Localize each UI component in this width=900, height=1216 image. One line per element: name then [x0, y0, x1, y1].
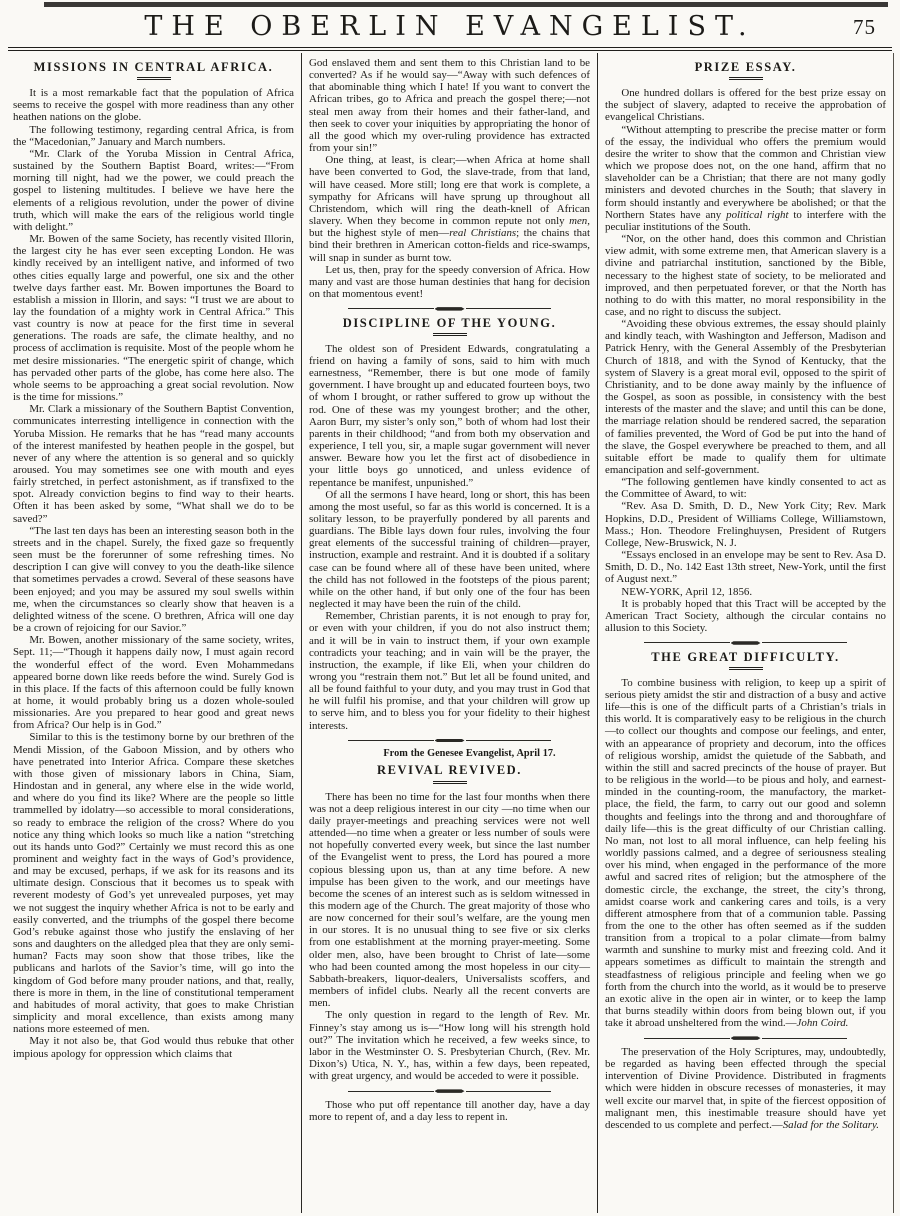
article-heading: DISCIPLINE OF THE YOUNG.	[342, 315, 557, 330]
paragraph: “The following gentlemen have kindly consented to act as the Committee of Award, to wit:	[605, 476, 886, 501]
paragraph: Of all the sermons I have heard, long or short, this has been among the most useful, so far as this world is concerned. It is a solitary lesson, to be prayerfully pondered by all parents and guardians. The Bible lays down four rules, involving the four great elements of the successful training of children—prayer, instruction, example and restraint. And it is doubted if a solitary case can be found where all of these have been united, where the child has not followed in the footsteps of the pious parent; while on the other hand, if but only one of the four has been neglected it may have been the ruin of the child.	[309, 488, 590, 611]
paragraph: It is probably hoped that this Tract will be accepted by the American Tract Society, although the circular contains no allusion to this Society.	[605, 597, 886, 635]
heading-rule	[433, 333, 467, 336]
section-divider	[644, 641, 846, 645]
column-1	[6, 53, 302, 1213]
paragraph: “Rev. Asa D. Smith, D. D., New York City; Rev. Mark Hopkins, D.D., President of Williams College, Williamstown, Mass.; Hon. Theodore Frelinghuysen, President of Rutgers College, New-Bruswick, N. J.	[605, 500, 886, 549]
paragraph: To combine business with religion, to keep up a spirit of serious piety amidst the stir and distraction of a busy and active life—this is one of the difficult parts of a Christian’s trials in this world. It is comparatively easy to be religious in the church—to collect our thoughts and compose our feelings, and enter, with an appearance of propriety and decorum, into the offices of religious worship, amidst the quietude of the Sabbath, and within the still and sacred precincts of the house of prayer. But to be religious in the world—to be pious and holy, and earnest-minded in the counting-room, the manufactory, the market-place, the field, the farm, to carry out our good and solemn thoughts and feelings into the throng and and thoroughfare of daily life—this is the great difficulty of our Christian calling. No man, not lost to all moral influence, can help feeling his worldly passions calmed, and a degree of seriousness stealing over his mind, when engaged in the performance of the more awful and sacred rites of religion; but the atmosphere of the domestic circle, the exchange, the street, the city’s throng, amidst coarse work and cankering cares and toils, is a very different atmosphere from that of a communion table. Passing from the one to the other has often seemed as if the sudden transition from a tropical to a polar climate—from balmy warmth and sunshine to murky mist and freezing cold. And it appears sometimes as difficult to maintain the strength and steadfastness of religious principle and feeling when we go forth from the church into the world, as it would be to preserve an exotic alive in the open air in winter, or to keep the lamp that burns steadily within doors from being blown out, if you take it abroad unsheltered from the wind.—John Coird.	[605, 676, 886, 1030]
section-divider	[348, 1089, 550, 1093]
article-heading: PRIZE ESSAY.	[694, 60, 797, 74]
paragraph: The only question in regard to the length of Rev. Mr. Finney’s stay among us is—“How long will his strength hold out?” The invitation which he received, a few weeks since, to labor in the Westminster O. S. Presbyterian Church, (Rev. Mr. Dixon’s) Utica, N. Y., has, within a few days, been repeated, with great urgency, and would be acceded to were it possible.	[309, 1009, 590, 1083]
paragraph: Mr. Bowen, another missionary of the same society, writes, Sept. 11;—“Though it happens daily now, I must again record the wonderful effect of the word. Even Mohammedans appeared borne down like reeds before the wind. Surely God is in this place. If the facts of this afternoon could be fully known at home, it would probably bring us a dozen whole-souled missionaries. Are you prepared to hear good and great news from Africa? Our help is in God.”	[13, 634, 294, 732]
paragraph: “Nor, on the other hand, does this common and Christian view admit, with some extreme men, that American slavery is a divine and patriarchal institution, sanctioned by the Bible, necessary to the highest state of society, to be meliorated and improved, and then perpetuated forever, or that the North has nothing to do with this matter, no moral responsibility in the case, and no right to discuss the subject.	[605, 233, 886, 318]
section-divider	[644, 1036, 846, 1040]
divider-diamond-icon	[435, 739, 465, 743]
paragraph: “Avoiding these obvious extremes, the essay should plainly and kindly teach, with Washington and Jefferson, Madison and Patrick Henry, with the General Assembly of the Presbyterian Church of 1818, and with the Synod of Kentucky, that the system of Slavery is a great moral evil, opposed to the spirit of Christianity, and to be done away mainly by the influence of the Gospel, as soon as possible, in consistency with the best interests of the master and the slave; and until this can be done, the marriage relation should be rendered sacred, the separation of families prevented, the Word of God be put into the hand of the slave, the Gospel everywhere be preached to them, and all suitable effort be made to qualify them for ultimate emancipation and self-government.	[605, 318, 886, 476]
source-credit: From the Genesee Evangelist, April 17.	[383, 748, 556, 760]
paragraph: Mr. Clark a missionary of the Southern Baptist Convention, communicates interresting intelligence in connection with the Yoruba Mission. He remarks that he has “read many accounts of the interest manifested by heathen people in the gospel, but never of any where the attention is so general and so quickly aroused. You may sometimes see one with mouth and eyes fairly stretched, in perfect astonishment, as if transfixed to the spot. Already conviction begins to find way to their hearts. Often it has been asked by some, “What shall we do to be saved?”	[13, 403, 294, 525]
masthead	[6, 2, 894, 51]
divider-diamond-icon	[731, 1036, 761, 1040]
paragraph: “The last ten days has been an interesting season both in the streets and in the chapel. Surely, the fixed gaze so frequently seen must be the forerunner of some refreshing times. No description I can give will convey to you the death-like silence that sometimes pervades a crowd. Several of these seasons have been enjoyed; and you may be assured my soul swells within me, when the circumstances so clearly show that heaven is a delighted witness of the scene. O brethren, Africa will one day be a crown of rejoicing for our Savior.”	[13, 524, 294, 635]
section-divider	[348, 307, 550, 311]
paragraph: One thing, at least, is clear;—when Africa at home shall have been converted to God, the slave-trade, from that land, will have ceased. More still; long ere that work is complete, a sympathy for Africans will have sprung up throughout all Christendom, which will ring the death-knell of African slavery. When they become in common repute not only men, but the highest style of men—real Christians; the chains that bind their brethren in American cotton-fields and rice-swamps, will snap in sunder as burnt tow.	[309, 154, 590, 264]
divider-diamond-icon	[435, 1089, 465, 1093]
masthead-rule	[8, 47, 892, 51]
paragraph: Let us, then, pray for the speedy conversion of Africa. How many and vast are those human destinies that hang for decision on that momentous event!	[309, 263, 590, 300]
paragraph: God enslaved them and sent them to this Christian land to be converted? As if he would say—“Away with such defences of that abominable thing which I hate! If you want to convert the African tribes, go to Africa and preach the gospel there;—not steal men away from their homes and their father-land, and then seek to cover your iniquities by appropriating the honor of all the good which my over-ruling providence has extracted from your sin!”	[309, 57, 590, 155]
heading-rule	[137, 77, 171, 80]
page-columns	[6, 53, 894, 1213]
paragraph: The preservation of the Holy Scriptures, may, undoubtedly, be regarded as having been effected through the special intervention of Divine Providence. Distributed in fragments which were hidden in obscure recesses of monasteries, it may well excite our marvel that, in spite of the fiercest opposition of malignant men, this inestimable treasure should have yet descended to us complete and perfect.—Salad for the Solitary.	[605, 1045, 886, 1131]
page-number: 75	[853, 15, 876, 39]
divider-diamond-icon	[731, 641, 761, 645]
paragraph: The following testimony, regarding central Africa, is from the “Macedonian,” January and March numbers.	[13, 123, 294, 148]
heading-rule	[433, 781, 467, 784]
divider-diamond-icon	[435, 307, 465, 311]
paragraph: Mr. Bowen of the same Society, has recently visited Illorin, the largest city he has ever seen excepting London. He was kindly received by an intelligent native, and informed of two othes cities equally large and powerful, one six and the other twelve days farther east. Mr. Bowen importunes the Board to establish a mission in Illorin, and says: “I trust we are about to lay the foundation of a mighty work in Central Africa.” This vast country is now at peace for the first time in several generations. The roads are safe, the climate healthy, and no process of acclimation is requisite. Most of the people whom he met desire missionaries. “The energetic spirit of change, which has pervaded other parts of the globe, has come here also. The whole seems to be approaching a great social revolution. Now is the time for missions.”	[13, 233, 294, 404]
heading-rule	[729, 77, 763, 80]
column-3	[598, 53, 894, 1213]
paragraph: Those who put off repentance till another day, have a day more to repent of, and a day less to repent in.	[309, 1098, 590, 1123]
paragraph: NEW-YORK, April 12, 1856.	[621, 585, 753, 598]
paragraph: May it not also be, that God would thus rebuke that other impious apology for oppression which claims that	[13, 1035, 294, 1060]
paragraph: One hundred dollars is offered for the best prize essay on the subject of slavery, adapted to receive the approbation of evangelical Christians.	[605, 87, 886, 124]
heading-rule	[729, 667, 763, 670]
paragraph: “Mr. Clark of the Yoruba Mission in Central Africa, sustained by the Southern Baptist Board, writes:—“From morning till night, had we the power, we could preach the gospel to listening multitudes. I believe we have here the elements of a religious revolution, under the power of divine truth, which will make the ears of the religious world tingle with delight.”	[13, 147, 294, 233]
paragraph: There has been no time for the last four months when there was not a deep religious interest in our city —no time when our daily prayer-meetings and preaching services were not well attended—no time when a greater or less number of souls were not hopefully converted every week, but since the last number of the Evangelist went to press, the Lord has poured a more copious blessing upon us, than at any time before. A new impulse has been given to the work, and our meetings have become the scenes of an interest such as is seldom witnessed in this modern age of the Church. The great majority of those who are now concerned for their soul’s welfare, are the young men in our stores. It is no unusual thing to see five or six clerks from one establishment at the morning prayer-meeting. Some older men, also, have been brought to Christ of late—some who had been counted among the most hopeless in our city—Sabbath-breakers, liquor-dealers, Universalists scoffers, and members of infidel clubs. Nearly all the recent converts are men.	[309, 790, 590, 1010]
article-heading: REVIVAL REVIVED.	[376, 763, 523, 778]
paragraph: “Without attempting to prescribe the precise matter or form of the essay, the individual who offers the premium would desire the writer to show that the common and Christian view which we propose does not, on the one hand, affirm that no slaveholder can be a Christian; that there are not many godly ministers and devoted churches in the South; that slavery in form should instantly and everywhere be abolished; or that the Northern States have any political right to interfere with the peculiar institutions of the South.	[605, 123, 887, 233]
section-divider	[348, 739, 550, 743]
article-heading: MISSIONS IN CENTRAL AFRICA.	[33, 60, 274, 74]
paragraph: Remember, Christian parents, it is not enough to pray for, or even with your children, if you do not also instruct them; and it will be in vain to instruct them, if your own example contradicts your teaching; and in vain will be the prayer, the instruction, the example, if like Eli, when your children do wrong you “restrain them not.” But let all be found united, and all be found faithful to your duty, and you may trust in God that he will fulfil his promise, and that your children will grow up to serve him, and to bless you for your fidelity to their highest interests.	[309, 610, 590, 732]
paragraph: Similar to this is the testimony borne by our brethren of the Mendi Mission, of the Gaboon Mission, and by others who have penetrated into Interior Africa. Compare these sketches with those given of missionary labors in China, Siam, Hindostan and in general, any where else in the wide world, and where do you find its like? Where are the people so little trammelled by idolatry—so accessible to moral considerations, so ready to embrace the religion of the cross? Where do you notice any thing which looks so much like a nation “stretching out its hands unto God?” Certainly we must record this as one prominent and weighty fact in the ways of God’s providence, and may be excused, perhaps, if we ask for its reasons and its ultimate design. Conscious that it becomes us to speak with reverent modesty of God’s yet unrevealed purposes, yet may we not suggest the inquiry whether Africa is not to be early and easily converted, and the triumphs of the gospel there become God’s rebuke against those who justify the enslaving of her sons and daughters on the alledged plea that they are only semi-human? Facts may soon show that those tribes, like the publicans and harlots of the Savior’s time, will go into the kingdom of God before many prouder nations, and that, really, there is more in them, in the line of constitutional temperament and habitudes of moral activity, that goes to make Christian simplicity and moral excellence, than exists among many nations more esteemed of men.	[13, 731, 294, 1036]
newspaper-page	[0, 2, 900, 1216]
article-heading: THE GREAT DIFFICULTY.	[651, 649, 840, 664]
column-2	[302, 53, 598, 1213]
paragraph: “Essays enclosed in an envelope may be sent to Rev. Asa D. Smith, D. D., No. 142 East 13th street, New-York, until the first of August next.”	[605, 549, 886, 586]
newspaper-title: THE OBERLIN EVANGELIST.	[144, 11, 756, 42]
paragraph: The oldest son of President Edwards, congratulating a friend on having a family of sons, said to him with much earnestness, “Remember, there is but one mode of family government. I have brought up and educated fourteen boys, two of whom I brought, or rather suffered to grow up without the rod. One of these was my youngest brother; and the other, Aaron Burr, my sister’s only son,” both of whom had lost their parents in their childhood; “and from both my observation and experience, I tell you, sir, a maple sugar government will never answer. Beware how you let the first act of disobedience in your little boys go unnoticed, and unless evidence of repentance be manifest, unpunished.”	[309, 342, 590, 489]
paragraph: It is a most remarkable fact that the population of Africa seems to receive the gospel with more readiness than any other heathen nations on the globe.	[13, 87, 294, 124]
